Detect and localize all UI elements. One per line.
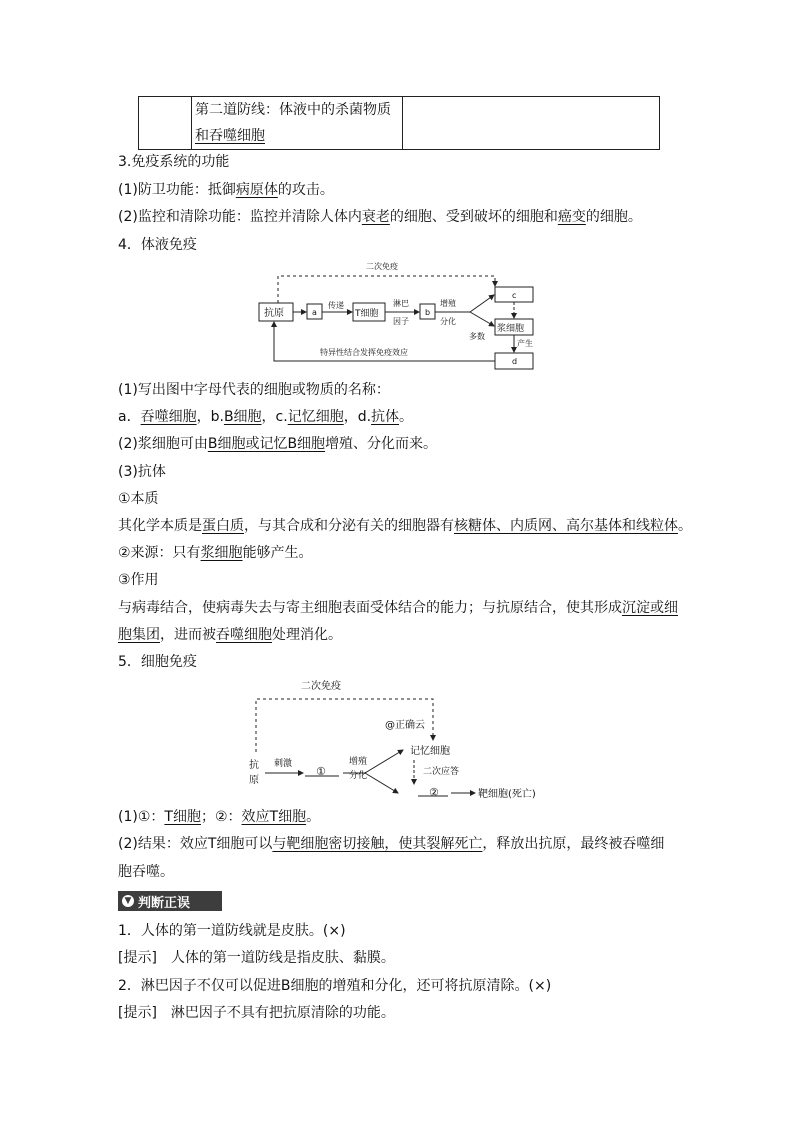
function-heading: ③作用 xyxy=(118,572,159,588)
text: (2)浆细胞可由 xyxy=(118,436,208,452)
label-specific: 特异性结合发挥免疫效应 xyxy=(320,348,408,357)
table-cell-second-defense xyxy=(192,97,403,150)
label-n1: ① xyxy=(316,765,326,778)
label-diff: 分化 xyxy=(440,317,456,326)
label-d: d xyxy=(512,357,518,366)
humoral-immunity-diagram xyxy=(250,258,550,373)
table-cell-empty xyxy=(139,97,192,150)
answer-underlined: 蛋白质 xyxy=(202,518,244,534)
table-row xyxy=(139,97,660,150)
text: (2)监控和清除功能：监控并清除人体内 xyxy=(118,209,362,225)
answer-underlined: 核糖体、内质网、高尔基体和线粒体 xyxy=(454,518,678,534)
text: (1)①： xyxy=(118,809,165,825)
second-defense-line1: 第二道防线：体液中的杀菌物质 xyxy=(195,102,391,118)
answer-underlined: 抗体 xyxy=(371,409,400,425)
text: 与病毒结合，使病毒失去与寄主细胞表面受体结合的能力；与抗原结合，使其形成 xyxy=(118,600,622,616)
label-a: a xyxy=(312,308,317,317)
section-4-heading: 4．体液免疫 xyxy=(118,237,197,253)
answer-underlined: 吞噬细胞 xyxy=(140,409,197,425)
label-many: 多数 xyxy=(469,332,485,341)
function-line1 xyxy=(118,598,678,618)
label-secondary: 二次免疫 xyxy=(301,681,341,692)
label-memory: 记忆细胞 xyxy=(410,746,450,757)
answer-underlined: 与靶细胞密切接触，使其裂解死亡 xyxy=(272,836,483,852)
answer-underlined: 浆细胞 xyxy=(200,545,243,561)
label-target: 靶细胞(死亡) xyxy=(478,789,536,800)
label-antigen2: 原 xyxy=(249,775,259,786)
second-defense-line2: 和吞噬细胞 xyxy=(195,128,265,144)
section-4-q3: (3)抗体 xyxy=(118,464,166,480)
nature-text xyxy=(118,516,692,536)
section-5-heading: 5．细胞免疫 xyxy=(118,654,197,670)
label-lymph1: 淋巴 xyxy=(393,299,409,308)
text: 能够产生。 xyxy=(242,545,313,561)
section-4-q1: (1)写出图中字母代表的细胞或物质的名称： xyxy=(118,382,390,398)
label-n2: ② xyxy=(429,786,439,799)
text: 增殖、分化而来。 xyxy=(325,436,438,452)
answer-underlined: 吞噬细胞 xyxy=(216,627,272,643)
answer-underlined: 癌变 xyxy=(557,209,586,225)
text: (2)结果：效应T细胞可以 xyxy=(118,836,273,852)
section-5-a2-line2: 胞吞噬。 xyxy=(118,864,174,880)
text: ，b. xyxy=(196,409,224,425)
text: (1)防卫功能：抵御 xyxy=(118,182,236,198)
section-4-q2 xyxy=(118,434,437,454)
label-produce: 产生 xyxy=(517,339,533,348)
text: 的细胞、受到破坏的细胞和 xyxy=(389,209,558,225)
label-diff: 分化 xyxy=(349,771,368,781)
text: ，释放出抗原，最终被吞噬细 xyxy=(482,836,665,852)
answer-underlined: 记忆细胞 xyxy=(287,409,344,425)
judge-tip1: [提示] 人体的第一道防线是指皮肤、黏膜。 xyxy=(118,950,395,966)
answer-underlined: 衰老 xyxy=(361,209,390,225)
section-3-p1 xyxy=(118,180,334,200)
section-3-heading: 3.免疫系统的功能 xyxy=(118,154,230,170)
text: a． xyxy=(118,409,141,425)
label-lymph2: 因子 xyxy=(393,317,409,326)
text: 处理消化。 xyxy=(272,627,342,643)
section-4-answers xyxy=(118,407,413,427)
section-5-a2-line1 xyxy=(118,834,664,854)
text: 的攻击。 xyxy=(277,182,334,198)
function-line2 xyxy=(118,625,342,645)
text: ，与其合成和分泌有关的细胞器有 xyxy=(244,518,454,534)
label-tcell: T细胞 xyxy=(355,309,379,319)
section-3-p2 xyxy=(118,207,642,227)
label-secondary: 二次免疫 xyxy=(366,262,398,271)
answer-underlined: B细胞或记忆B细胞 xyxy=(207,436,326,452)
text: ，进而被 xyxy=(160,627,216,643)
label-b: b xyxy=(425,308,431,317)
judge-header xyxy=(118,891,222,911)
answer-underlined: T细胞 xyxy=(164,809,201,825)
answer-underlined: 胞集团 xyxy=(118,627,160,643)
text: 。 xyxy=(306,809,321,825)
cellular-immunity-diagram xyxy=(243,676,543,801)
label-c: c xyxy=(512,291,517,300)
text: 。 xyxy=(399,409,414,425)
text: 的细胞。 xyxy=(585,209,642,225)
label-antigen: 抗原 xyxy=(264,308,284,319)
check-circle-icon: ▼ xyxy=(122,895,134,907)
text: ；②： xyxy=(200,809,242,825)
label-stim: 刺激 xyxy=(274,759,293,769)
text: 其化学本质是 xyxy=(118,518,202,534)
judge-title: 判断正误 xyxy=(138,895,191,911)
text: ②来源：只有 xyxy=(118,545,201,561)
watermark: @正确云 xyxy=(385,720,425,731)
label-antigen1: 抗 xyxy=(249,760,259,771)
judge-q2: 2．淋巴因子不仅可以促进B细胞的增殖和分化，还可将抗原清除。(×) xyxy=(118,978,552,994)
answer-underlined: 病原体 xyxy=(235,182,278,198)
text: 。 xyxy=(678,518,692,534)
text: ，c. xyxy=(261,409,288,425)
answer-underlined: 效应T细胞 xyxy=(241,809,307,825)
table-cell-empty-right xyxy=(403,97,660,150)
text: ，d. xyxy=(343,409,372,425)
defense-table xyxy=(138,96,660,150)
answer-underlined: 沉淀或细 xyxy=(622,600,678,616)
judge-q1: 1．人体的第一道防线就是皮肤。(×) xyxy=(118,923,346,939)
source-text xyxy=(118,543,313,563)
label-prolif: 增殖 xyxy=(349,757,368,767)
label-prolif: 增殖 xyxy=(440,299,456,308)
answer-underlined: B细胞 xyxy=(223,409,262,425)
label-second-response: 二次应答 xyxy=(423,767,460,777)
judge-tip2: [提示] 淋巴因子不具有把抗原清除的功能。 xyxy=(118,1005,395,1021)
section-5-a1 xyxy=(118,807,320,827)
nature-heading: ①本质 xyxy=(118,491,159,507)
label-transmit: 传递 xyxy=(328,301,344,310)
label-plasma: 浆细胞 xyxy=(497,324,525,334)
